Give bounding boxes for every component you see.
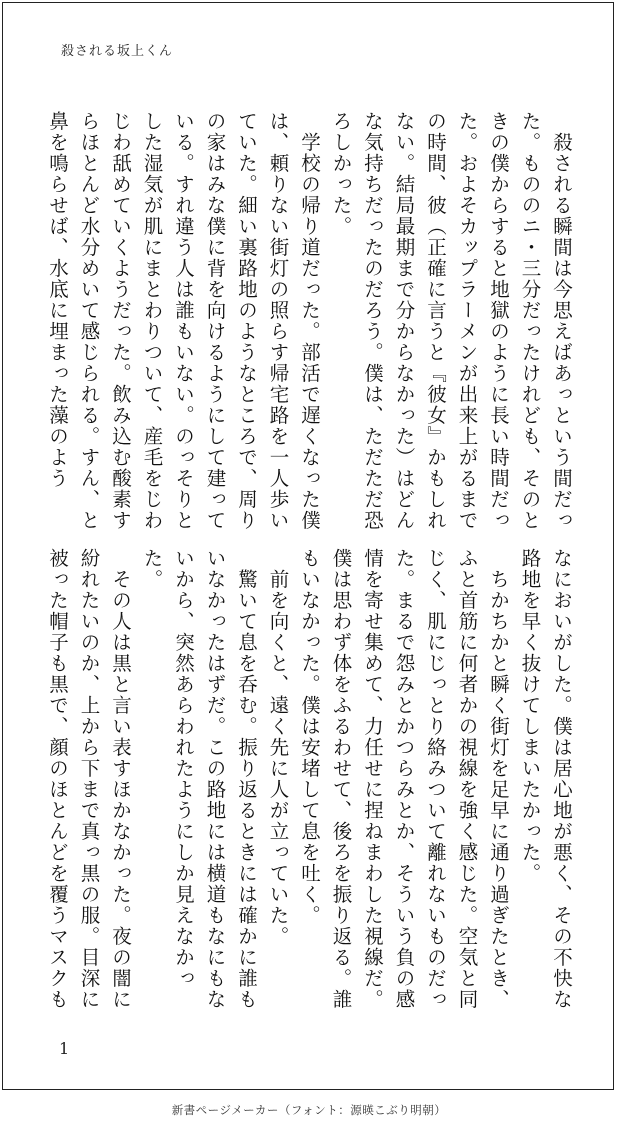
paragraph: 学校の帰り道だった。部活で遅くなった僕は、頼りない街灯の照らす帰宅路を一人歩いていた。細い裏路地のようなところで、周りの家はみな僕に背を向けるようにして建っている。すれ違う人は誰もいない。のっそりとした湿気が肌にまとわりついて、産毛をじわじわ舐めていくようだった。飲み込む酸素すらほとんど水分めいて感じられる。すん、と鼻を鳴らせば、水底に埋まった藻のよう: [46, 111, 321, 531]
paragraph: ちかちかと瞬く街灯を足早に通り過ぎたとき、ふと首筋に何者かの視線を強く感じた。空気と同じく、肌にじっとり絡みついて離れないものだった。まるで怨みとかつらみとか、そういう負の感情を寄せ集めて、力任せに捏ねまわした視線だ。僕は思わず体をふるわせて、後ろを振り返る。誰もいなかった。僕は安堵して息を吐く。: [298, 548, 510, 1010]
paragraph: 前を向くと、遠く先に人が立っていた。: [266, 548, 290, 947]
paragraph: 殺される瞬間は今思えばあっという間だった。もののニ・三分だったけれども、そのときの僕からすると地獄のように長い時間だった。およそカップラーメンが出来上がるまでの時間、彼（正確に言うと『彼女』かもしれない。結局最期まで分からなかった）はどんな気持ちだったのだろう。僕は、ただただ恐ろしかった。: [329, 111, 573, 531]
footer-credit: 新書ページメーカー（フォント：源暎こぶり明朝）: [171, 1103, 447, 1117]
page-frame: [2, 2, 614, 1090]
paragraph: なにおいがした。僕は居心地が悪く、その不快な路地を早く抜けてしまいたかった。: [518, 548, 573, 1010]
paragraph: 驚いて息を呑む。振り返るときには確かに誰もいなかったはずだ。この路地には横道もなにもないから、突然あらわれたようにしか見えなかった。: [140, 548, 258, 1010]
book-title: 殺される坂上くん: [61, 44, 174, 59]
text-block-bottom: [46, 548, 577, 1013]
text-block-top: [46, 111, 577, 531]
paragraph: その人は黒と言い表すほかなかった。夜の闇に紛れたいのか、上から下まで真っ黒の服。目深に被った帽子も黒で、顔のほとんどを覆うマスクも: [46, 548, 132, 1010]
page-number: 1: [59, 1039, 70, 1058]
